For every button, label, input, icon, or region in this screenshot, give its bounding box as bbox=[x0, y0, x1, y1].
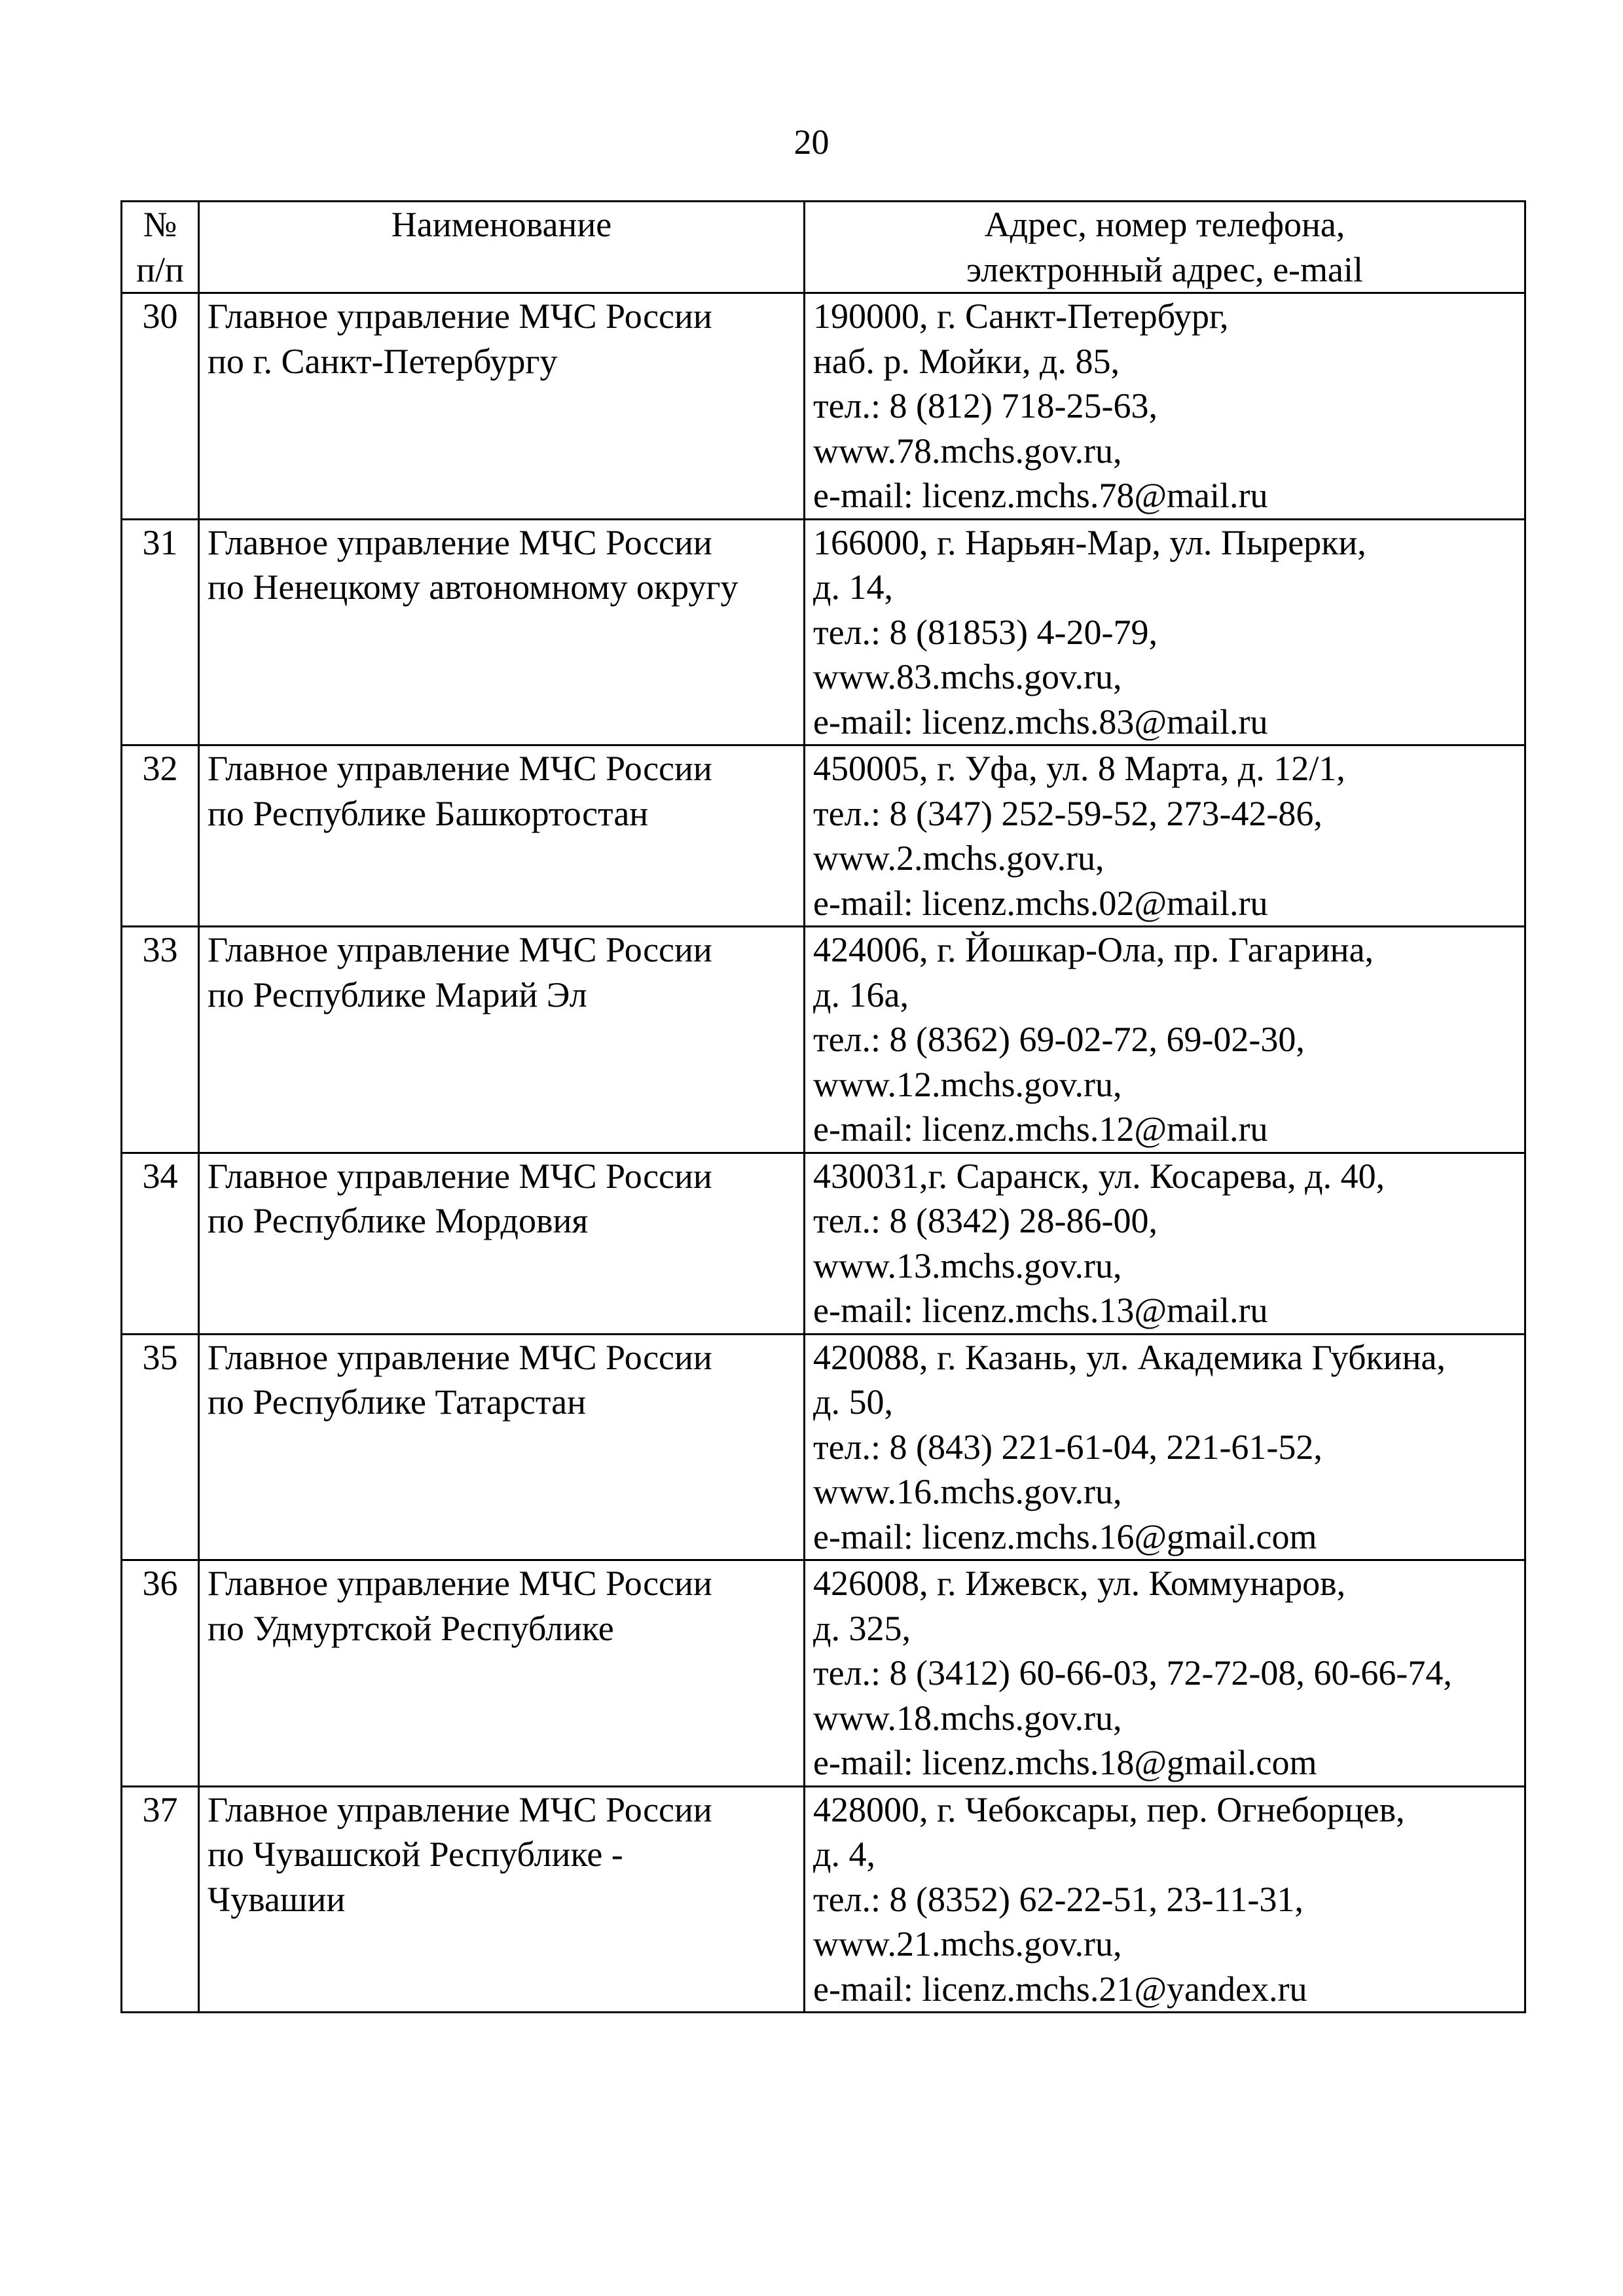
registry-table bbox=[120, 200, 1526, 2013]
header-number bbox=[122, 202, 199, 293]
row-number: 30 bbox=[122, 293, 199, 520]
email-line: e-mail: licenz.mchs.12@mail.ru bbox=[813, 1109, 1268, 1149]
name-line: Главное управление МЧС России bbox=[208, 1156, 712, 1196]
row-address bbox=[805, 927, 1525, 1153]
name-line: Главное управление МЧС России bbox=[208, 1789, 712, 1829]
phone-line: тел.: 8 (812) 718-25-63, bbox=[813, 386, 1158, 425]
name-line: Главное управление МЧС России bbox=[208, 522, 712, 562]
name-line: по Республике Марий Эл bbox=[208, 975, 587, 1014]
address-line: д. 14, bbox=[813, 567, 893, 607]
address-line: 430031,г. Саранск, ул. Косарева, д. 40, bbox=[813, 1156, 1385, 1196]
website-line: www.83.mchs.gov.ru, bbox=[813, 657, 1122, 696]
header-address bbox=[805, 202, 1525, 293]
row-number: 31 bbox=[122, 519, 199, 745]
name-line: Главное управление МЧС России bbox=[208, 930, 712, 969]
phone-line: тел.: 8 (347) 252-59-52, 273-42-86, bbox=[813, 793, 1322, 833]
address-line: д. 325, bbox=[813, 1608, 911, 1648]
row-number: 34 bbox=[122, 1153, 199, 1334]
website-line: www.18.mchs.gov.ru, bbox=[813, 1698, 1122, 1738]
table-body bbox=[122, 293, 1525, 2013]
table-row bbox=[122, 1786, 1525, 2013]
table-row bbox=[122, 519, 1525, 745]
name-line: по г. Санкт-Петербургу bbox=[208, 341, 558, 381]
row-address bbox=[805, 1153, 1525, 1334]
page-number: 20 bbox=[793, 122, 830, 162]
row-name bbox=[199, 1153, 805, 1334]
table-row bbox=[122, 1153, 1525, 1334]
row-address bbox=[805, 1560, 1525, 1787]
name-line: Чувашии bbox=[208, 1879, 346, 1919]
address-line: 420088, г. Казань, ул. Академика Губкина, bbox=[813, 1337, 1446, 1377]
table-row bbox=[122, 1560, 1525, 1787]
table-row bbox=[122, 293, 1525, 520]
name-line: по Ненецкому автономному округу bbox=[208, 567, 739, 607]
table-row bbox=[122, 927, 1525, 1153]
address-line: наб. р. Мойки, д. 85, bbox=[813, 341, 1120, 381]
row-address bbox=[805, 745, 1525, 927]
name-line: Главное управление МЧС России bbox=[208, 1564, 712, 1603]
row-name bbox=[199, 1786, 805, 2013]
row-name bbox=[199, 293, 805, 520]
row-number: 33 bbox=[122, 927, 199, 1153]
row-number: 32 bbox=[122, 745, 199, 927]
name-line: Главное управление МЧС России bbox=[208, 749, 712, 788]
website-line: www.13.mchs.gov.ru, bbox=[813, 1246, 1122, 1285]
name-line: Главное управление МЧС России bbox=[208, 1337, 712, 1377]
name-line: по Республике Башкортостан bbox=[208, 793, 649, 833]
header-address-line: Адрес, номер телефона, bbox=[984, 205, 1345, 244]
row-address bbox=[805, 1786, 1525, 2013]
table-row bbox=[122, 745, 1525, 927]
row-name bbox=[199, 519, 805, 745]
address-line: д. 4, bbox=[813, 1835, 875, 1874]
row-number: 37 bbox=[122, 1786, 199, 2013]
row-number: 36 bbox=[122, 1560, 199, 1787]
name-line: по Чувашской Республике - bbox=[208, 1835, 623, 1874]
email-line: e-mail: licenz.mchs.13@mail.ru bbox=[813, 1291, 1268, 1330]
website-line: www.78.mchs.gov.ru, bbox=[813, 431, 1122, 471]
address-line: 426008, г. Ижевск, ул. Коммунаров, bbox=[813, 1564, 1346, 1603]
address-line: 166000, г. Нарьян-Мар, ул. Пырерки, bbox=[813, 522, 1366, 562]
website-line: www.2.mchs.gov.ru, bbox=[813, 838, 1104, 878]
row-name bbox=[199, 745, 805, 927]
header-row bbox=[122, 202, 1525, 293]
email-line: e-mail: licenz.mchs.83@mail.ru bbox=[813, 702, 1268, 742]
name-line: Главное управление МЧС России bbox=[208, 296, 712, 336]
website-line: www.12.mchs.gov.ru, bbox=[813, 1064, 1122, 1104]
row-address bbox=[805, 1334, 1525, 1560]
row-name bbox=[199, 1334, 805, 1560]
address-line: 428000, г. Чебоксары, пер. Огнеборцев, bbox=[813, 1789, 1405, 1829]
row-address bbox=[805, 519, 1525, 745]
row-number: 35 bbox=[122, 1334, 199, 1560]
header-number-line: № bbox=[143, 205, 177, 244]
row-name bbox=[199, 1560, 805, 1787]
row-address bbox=[805, 293, 1525, 520]
email-line: e-mail: licenz.mchs.18@gmail.com bbox=[813, 1743, 1317, 1782]
row-name bbox=[199, 927, 805, 1153]
phone-line: тел.: 8 (8342) 28-86-00, bbox=[813, 1201, 1158, 1240]
phone-line: тел.: 8 (8352) 62-22-51, 23-11-31, bbox=[813, 1879, 1304, 1919]
header-number-line: п/п bbox=[136, 249, 184, 289]
table-row bbox=[122, 1334, 1525, 1560]
website-line: www.21.mchs.gov.ru, bbox=[813, 1924, 1122, 1964]
email-line: e-mail: licenz.mchs.16@gmail.com bbox=[813, 1516, 1317, 1556]
address-line: 424006, г. Йошкар-Ола, пр. Гагарина, bbox=[813, 930, 1374, 969]
email-line: e-mail: licenz.mchs.21@yandex.ru bbox=[813, 1969, 1307, 2009]
name-line: по Республике Татарстан bbox=[208, 1382, 587, 1422]
phone-line: тел.: 8 (3412) 60-66-03, 72-72-08, 60-66-74, bbox=[813, 1653, 1452, 1693]
address-line: 190000, г. Санкт-Петербург, bbox=[813, 296, 1229, 336]
name-line: по Удмуртской Республике bbox=[208, 1608, 614, 1648]
website-line: www.16.mchs.gov.ru, bbox=[813, 1472, 1122, 1511]
email-line: e-mail: licenz.mchs.02@mail.ru bbox=[813, 883, 1268, 923]
phone-line: тел.: 8 (843) 221-61-04, 221-61-52, bbox=[813, 1427, 1322, 1467]
address-line: 450005, г. Уфа, ул. 8 Марта, д. 12/1, bbox=[813, 749, 1345, 788]
header-address-line: электронный адрес, e-mail bbox=[966, 249, 1364, 289]
table-header bbox=[122, 202, 1525, 293]
address-line: д. 16а, bbox=[813, 975, 909, 1014]
name-line: по Республике Мордовия bbox=[208, 1201, 589, 1240]
email-line: e-mail: licenz.mchs.78@mail.ru bbox=[813, 476, 1268, 515]
address-line: д. 50, bbox=[813, 1382, 893, 1422]
phone-line: тел.: 8 (8362) 69-02-72, 69-02-30, bbox=[813, 1020, 1305, 1059]
header-name: Наименование bbox=[199, 202, 805, 293]
phone-line: тел.: 8 (81853) 4-20-79, bbox=[813, 612, 1158, 652]
